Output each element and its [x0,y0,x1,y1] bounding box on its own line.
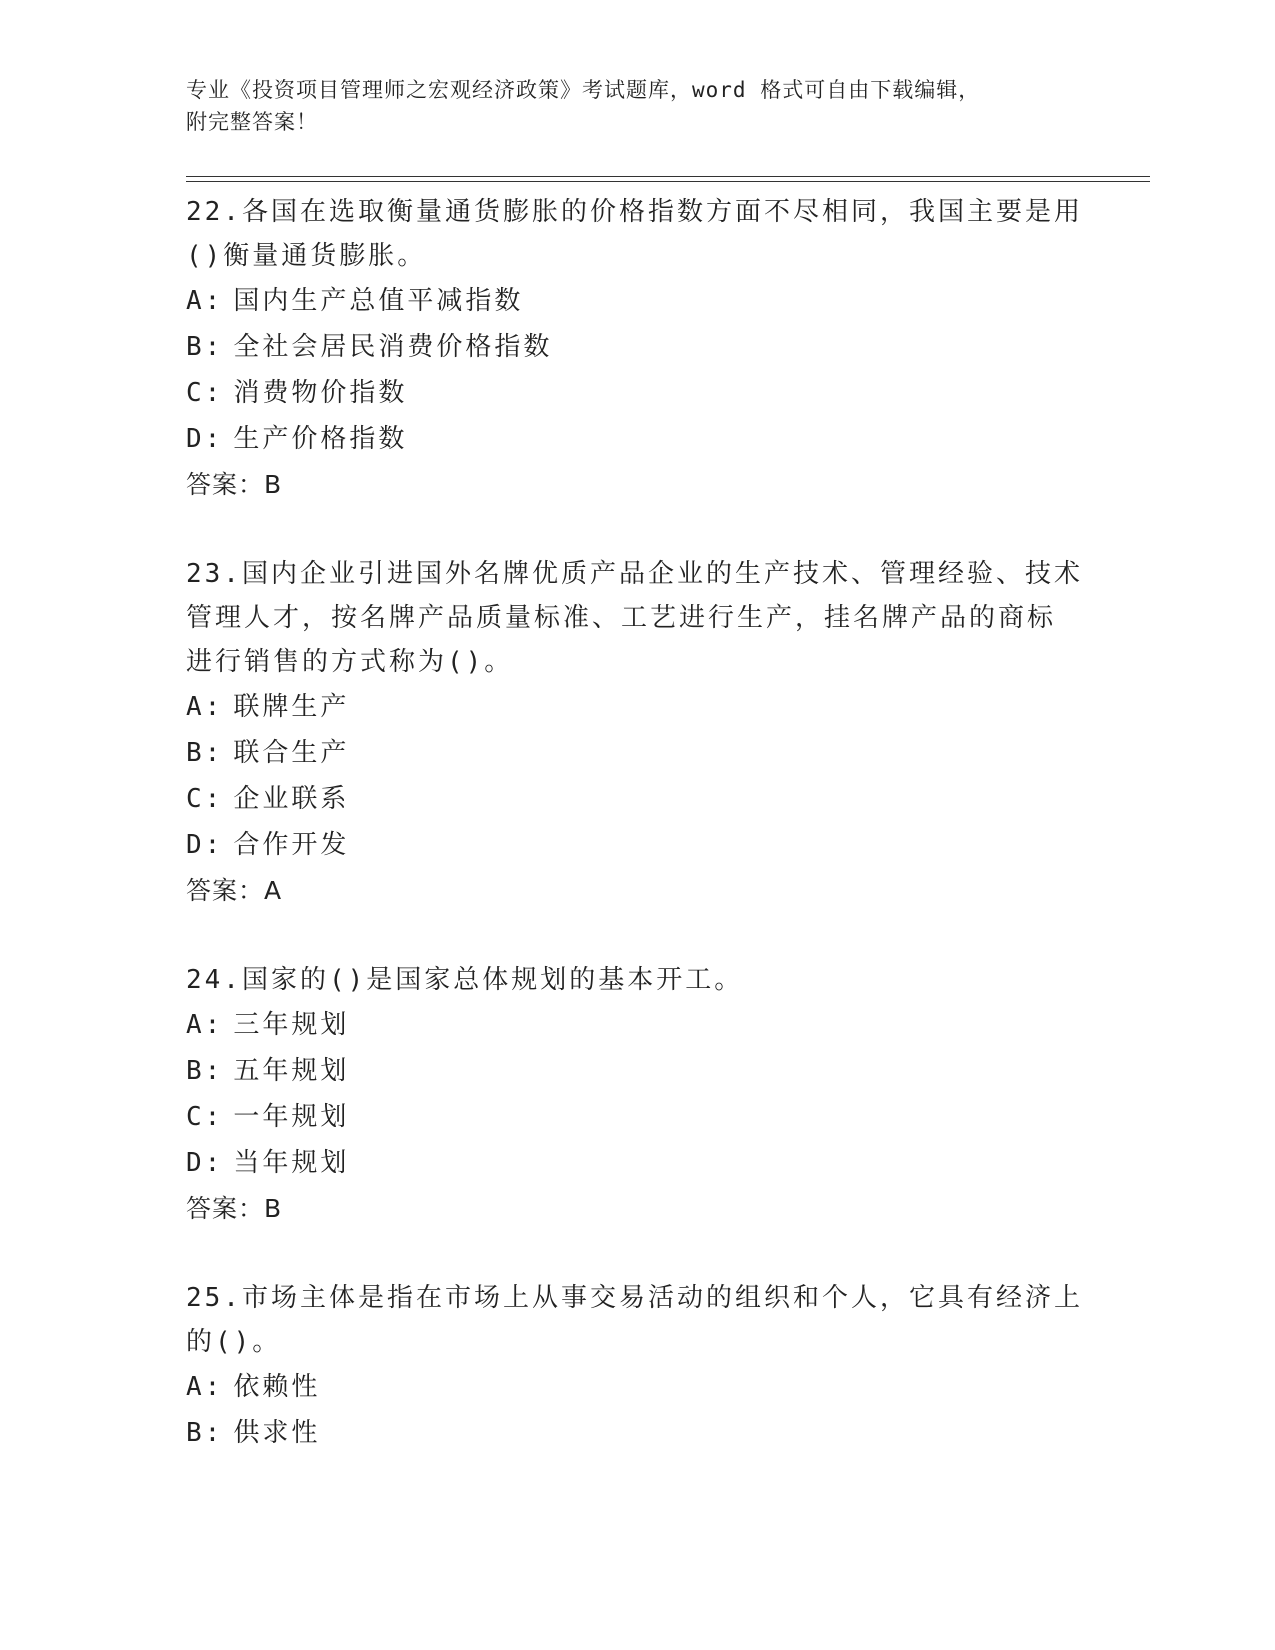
option-text: 全社会居民消费价格指数 [233,332,553,362]
option-b [186,1048,1086,1094]
header-divider-top [186,176,1150,177]
option-text: 当年规划 [233,1148,350,1178]
option-key: B: [186,738,224,768]
option-key: A: [186,1372,224,1402]
answer-line: 答案：B [186,470,283,499]
question-stem-line: 的()。 [186,1327,282,1357]
option-key: D: [186,830,224,860]
option-key: A: [186,286,224,316]
option-key: C: [186,1102,224,1132]
question-25 [186,1276,1086,1456]
option-c [186,776,1086,822]
option-key: C: [186,378,224,408]
option-key: D: [186,1148,224,1178]
option-text: 一年规划 [233,1102,350,1132]
option-text: 合作开发 [233,830,350,860]
option-a [186,1364,1086,1410]
header-divider-bottom [186,181,1150,182]
option-b [186,730,1086,776]
option-key: C: [186,784,224,814]
option-c [186,370,1086,416]
option-a [186,278,1086,324]
question-23 [186,552,1086,914]
option-text: 消费物价指数 [233,378,408,408]
option-text: 联合生产 [233,738,350,768]
question-list [186,190,1086,1456]
question-stem-line: 24.国家的()是国家总体规划的基本开工。 [186,965,744,995]
question-22 [186,190,1086,508]
option-key: A: [186,1010,224,1040]
question-24 [186,958,1086,1232]
question-spacer [186,914,1086,958]
option-text: 依赖性 [233,1372,321,1402]
option-text: 联牌生产 [233,692,350,722]
question-stem-line: 25.市场主体是指在市场上从事交易活动的组织和个人，它具有经济上 [186,1283,1083,1313]
option-text: 国内生产总值平减指数 [233,286,524,316]
option-c [186,1094,1086,1140]
option-key: D: [186,424,224,454]
option-key: B: [186,1418,224,1448]
question-stem-line: ()衡量通货膨胀。 [186,241,427,271]
option-d [186,1140,1086,1186]
question-spacer [186,508,1086,552]
option-a [186,1002,1086,1048]
question-stem-line: 23.国内企业引进国外名牌优质产品企业的生产技术、管理经验、技术 [186,559,1083,589]
option-b [186,324,1086,370]
option-text: 五年规划 [233,1056,350,1086]
question-spacer [186,1232,1086,1276]
option-text: 生产价格指数 [233,424,408,454]
option-a [186,684,1086,730]
option-key: B: [186,1056,224,1086]
answer-line: 答案：B [186,1194,283,1223]
option-text: 企业联系 [233,784,350,814]
option-text: 三年规划 [233,1010,350,1040]
option-d [186,822,1086,868]
document-header [186,74,1066,138]
option-key: A: [186,692,224,722]
question-stem-line: 进行销售的方式称为()。 [186,647,514,677]
question-stem-line: 管理人才，按名牌产品质量标准、工艺进行生产，挂名牌产品的商标 [186,603,1057,633]
header-line-2: 附完整答案！ [186,110,318,134]
question-stem-line: 22.各国在选取衡量通货膨胀的价格指数方面不尽相同，我国主要是用 [186,197,1083,227]
option-b [186,1410,1086,1456]
option-key: B: [186,332,224,362]
header-line-1: 专业《投资项目管理师之宏观经济政策》考试题库，word 格式可自由下载编辑， [186,78,981,102]
option-d [186,416,1086,462]
option-text: 供求性 [233,1418,321,1448]
answer-line: 答案：A [186,876,283,905]
